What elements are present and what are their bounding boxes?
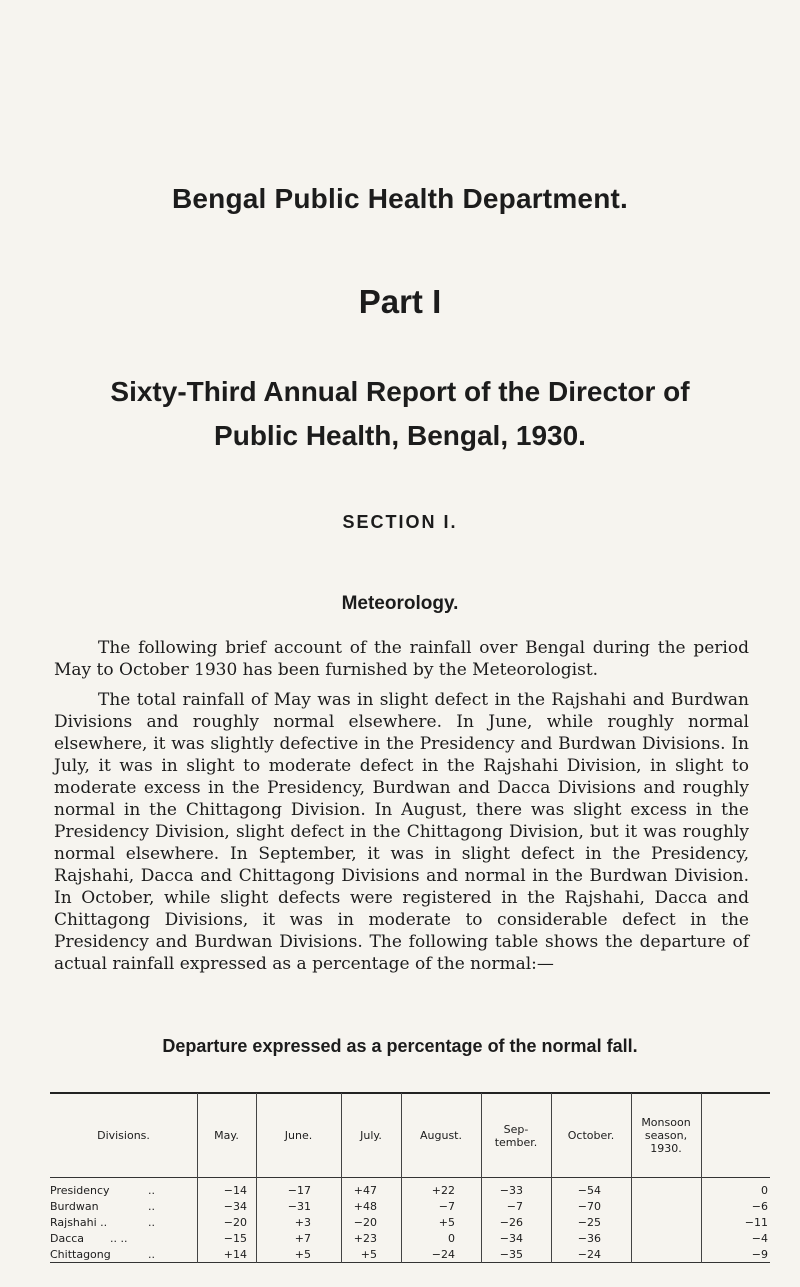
table-row [50,1216,770,1233]
leader-dots: .. .. [110,1232,128,1245]
june-value: +5 [294,1248,311,1261]
column-header-june: June. [284,1129,313,1142]
june-value: +7 [294,1232,311,1245]
may-value: −34 [223,1200,247,1213]
august-value: +22 [431,1184,455,1197]
monsoon-value: −6 [751,1200,768,1213]
may-value: −15 [223,1232,247,1245]
august-value: −24 [431,1248,455,1261]
monsoon-line-2: season, [644,1129,688,1142]
report-title [0,370,800,458]
table-row [50,1200,770,1217]
leader-dots: .. [148,1184,155,1197]
monsoon-value: −11 [744,1216,768,1229]
division-name: Presidency [50,1184,110,1197]
october-value: −70 [577,1200,601,1213]
july-value: +5 [360,1248,377,1261]
leader-dots: .. [148,1216,155,1229]
july-value: +48 [353,1200,377,1213]
monsoon-value: −9 [751,1248,768,1261]
monsoon-line-3: 1930. [650,1142,682,1155]
may-value: −14 [223,1184,247,1197]
report-title-line-2: Public Health, Bengal, 1930. [214,420,586,451]
division-name: Burdwan [50,1200,99,1213]
leader-dots: .. [148,1248,155,1261]
september-line-1: Sep- [503,1122,529,1136]
column-header-september [481,1094,551,1177]
september-value: −35 [499,1248,523,1261]
part-heading: Part I [358,283,442,320]
october-value: −54 [577,1184,601,1197]
column-header-divisions: Divisions. [97,1129,150,1142]
table-row [50,1184,770,1201]
division-name: Rajshahi .. [50,1216,108,1229]
may-value: +14 [223,1248,247,1261]
column-header-monsoon [631,1094,701,1177]
july-value: −20 [353,1216,377,1229]
july-value: +47 [353,1184,377,1197]
monsoon-value: 0 [761,1184,768,1197]
august-value: −7 [438,1200,455,1213]
division-name: Chittagong [50,1248,111,1261]
report-title-line-1: Sixty-Third Annual Report of the Director of [110,376,690,407]
monsoon-line-1: Monsoon [641,1116,691,1129]
june-value: +3 [294,1216,311,1229]
column-header-october: October. [567,1129,615,1142]
june-value: −17 [287,1184,311,1197]
column-header-august: August. [420,1129,462,1142]
division-name: Dacca [50,1232,85,1245]
september-value: −7 [506,1200,523,1213]
september-value: −26 [499,1216,523,1229]
section-label: SECTION I. [342,512,458,532]
table-header-rule [50,1177,770,1178]
table-row [50,1232,770,1249]
department-heading: Bengal Public Health Department. [171,183,629,214]
october-value: −24 [577,1248,601,1261]
table-row [50,1248,770,1265]
september-value: −33 [499,1184,523,1197]
monsoon-value: −4 [751,1232,768,1245]
august-value: 0 [448,1232,455,1245]
column-header-july: July. [360,1129,382,1142]
section-heading: Meteorology. [341,593,459,614]
june-value: −31 [287,1200,311,1213]
september-value: −34 [499,1232,523,1245]
table-heading: Departure expressed as a percentage of the normal fall. [162,1036,638,1056]
body-paragraph-1: The following brief account of the rainfall over Bengal during the period May to October 1930 has been furnished by the Meteorologist. [54,638,749,680]
october-value: −36 [577,1232,601,1245]
body-paragraph-2: The total rainfall of May was in slight defect in the Rajshahi and Burdwan Divisions and roughly normal elsewhere. In June, while roughly normal elsewhere, it was slightly defective in the Presidency and Burdwan Divisions. In July, it was in slight to moderate defect in the Rajshahi Division, in slight to moderate excess in the Presidency, Burdwan and Dacca Divisions and roughly normal in the Chittagong Division. In August, there was slight excess in the Presidency Division, slight defect in the Chittagong Division, but it was roughly normal elsewhere. In September, it was in slight defect in the Presidency, Rajshahi, Dacca and Chittagong Divisions and normal in the Burdwan Division. In October, while slight defects were registered in the Rajshahi, Dacca and Chittagong Divisions, it was in moderate to considerable defect in the Presidency and Burdwan Divisions. The following table shows the departure of actual rainfall expressed as a percentage of the normal:— [54,690,749,974]
august-value: +5 [438,1216,455,1229]
leader-dots: .. [148,1200,155,1213]
column-header-may: May. [214,1129,239,1142]
october-value: −25 [577,1216,601,1229]
july-value: +23 [353,1232,377,1245]
september-line-2: tember. [494,1135,538,1149]
may-value: −20 [223,1216,247,1229]
